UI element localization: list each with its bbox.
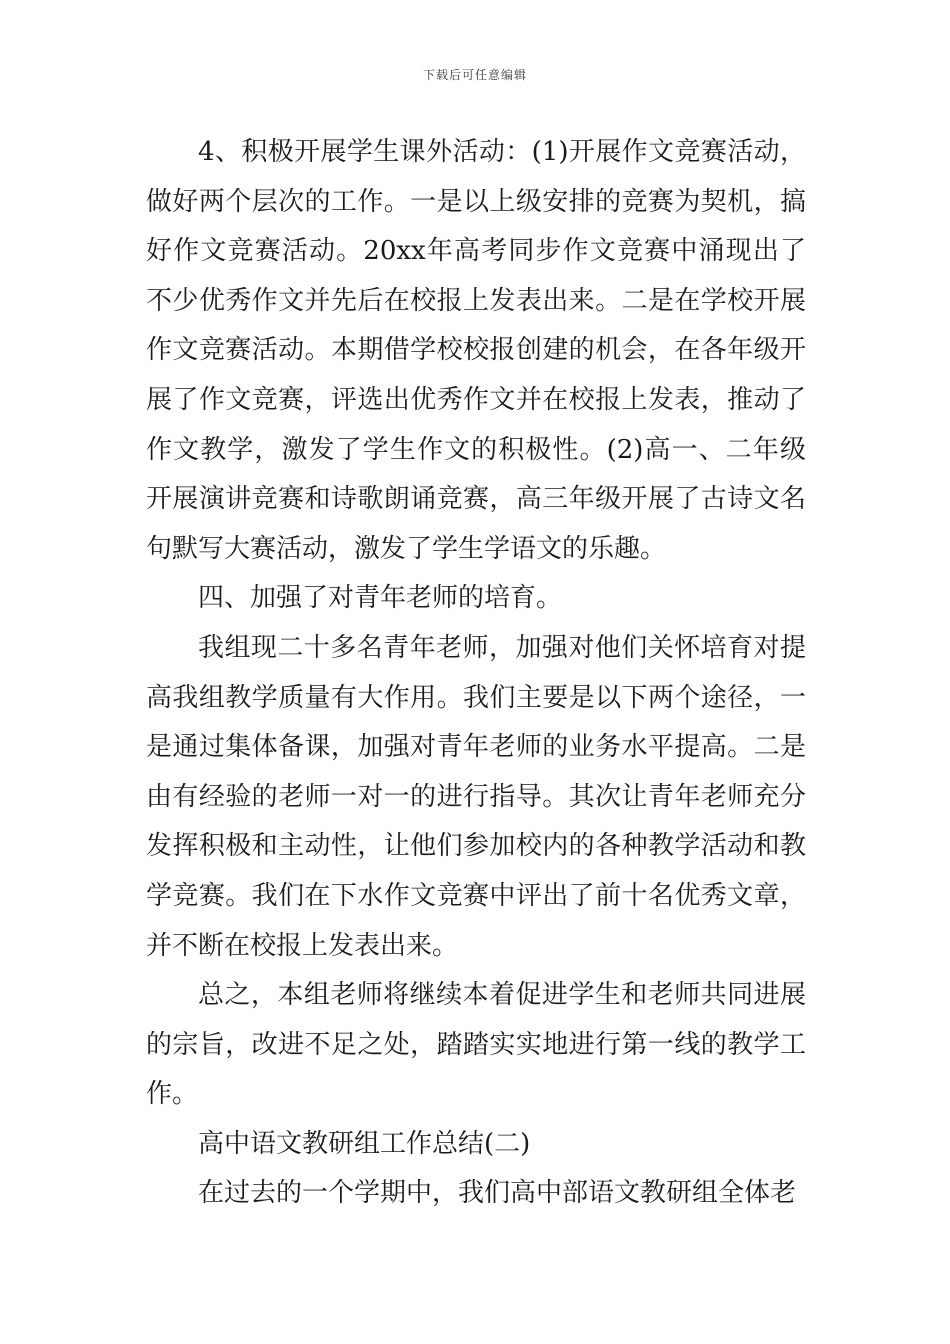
section-heading-young-teachers: 四、加强了对青年老师的培育。 [198,583,563,614]
section-title-summary-two: 高中语文教研组工作总结(二) [198,1128,531,1159]
document-body [146,128,806,1219]
paragraph-young-teachers: 我组现二十多名青年老师，加强对他们关怀培育对提高我组教学质量有大作用。我们主要是以下两个途径，一是通过集体备课，加强对青年老师的业务水平提高。二是由有经验的老师一对一的进行指导。其次让青年老师充分发挥积极和主动性，让他们参加校内的各种教学活动和教学竞赛。我们在下水作文竞赛中评出了前十名优秀文章，并不断在校报上发表出来。 [146,632,806,961]
paragraph-summary-two-start: 在过去的一个学期中，我们高中部语文教研组全体老 [198,1178,797,1209]
paragraph-conclusion: 总之，本组老师将继续本着促进学生和老师共同进展的宗旨，改进不足之处，踏踏实实地进行第一线的教学工作。 [146,980,806,1110]
paragraph-extracurricular-activities: 4、积极开展学生课外活动：(1)开展作文竞赛活动，做好两个层次的工作。一是以上级安排的竞赛为契机，搞好作文竞赛活动。20xx年高考同步作文竞赛中涌现出了不少优秀作文并先后在校报上发表出来。二是在学校开展作文竞赛活动。本期借学校校报创建的机会，在各年级开展了作文竞赛，评选出优秀作文并在校报上发表，推动了作文教学，激发了学生作文的积极性。(2)高一、二年级开展演讲竞赛和诗歌朗诵竞赛，高三年级开展了古诗文名句默写大赛活动，激发了学生学语文的乐趣。 [146,137,806,564]
page-header-note: 下载后可任意编辑 [422,68,527,82]
